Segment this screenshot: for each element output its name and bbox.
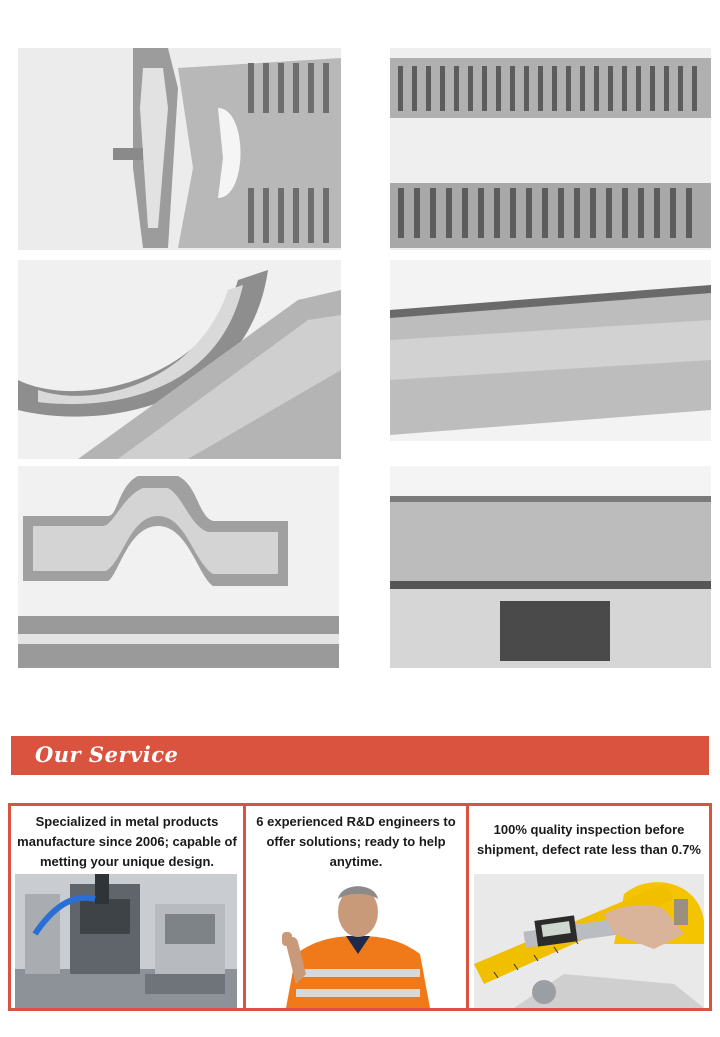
flat-bar-closeup [390, 466, 711, 668]
service-banner [11, 736, 709, 775]
handle-bend-closeup [18, 260, 341, 459]
service-card-inspection [469, 806, 709, 1008]
engineer-thumbs-up-photo [256, 874, 460, 1008]
cnc-machine-photo [15, 874, 237, 1008]
serrated-teeth-closeup [390, 48, 711, 250]
polished-edge-closeup [390, 260, 711, 441]
service-card-text: 100% quality inspection before shipment, defect rate less than 0.7% [477, 822, 701, 857]
service-card-engineers [246, 806, 466, 1008]
service-card-manufacturing [11, 806, 243, 1008]
caliper-inspection-photo [474, 874, 704, 1008]
service-card-text: 6 experienced R&D engineers to offer solutions; ready to help anytime. [256, 814, 456, 869]
service-title: Our Service [35, 742, 179, 767]
spring-clip-closeup [18, 466, 339, 668]
service-card-text: Specialized in metal products manufacture since 2006; capable of metting your unique design. [17, 814, 237, 869]
pliers-jaw-teeth-closeup [18, 48, 341, 250]
